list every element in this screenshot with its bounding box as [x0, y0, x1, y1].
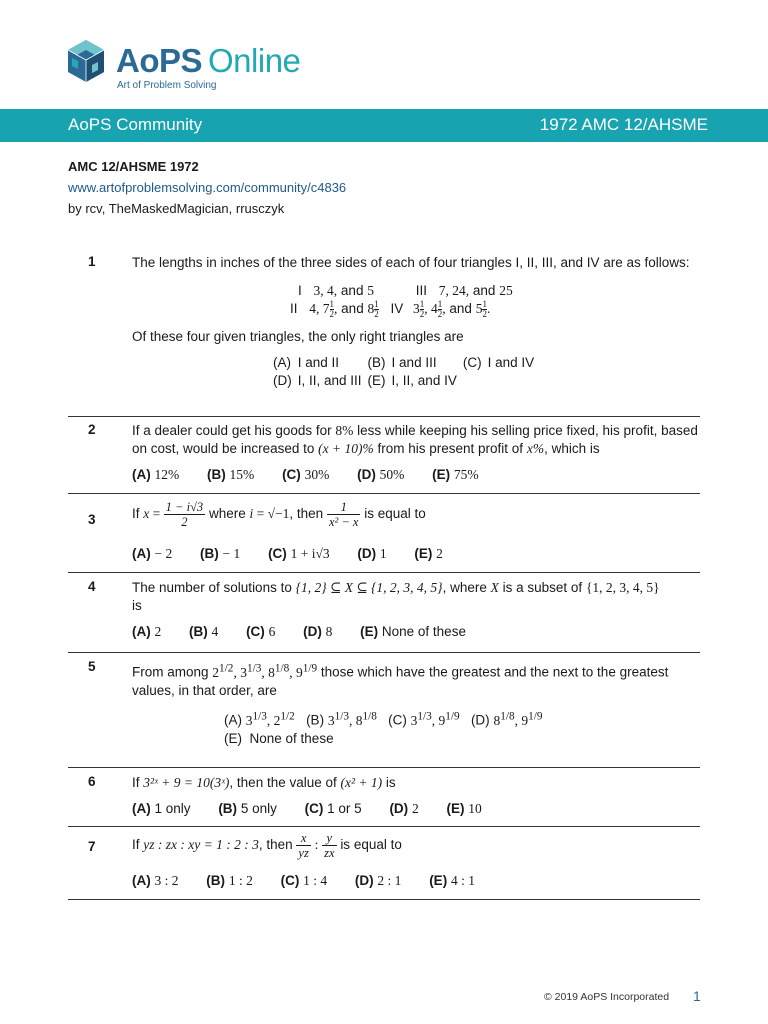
choice-d[interactable]: I, II, and III [297, 372, 362, 388]
choices [132, 800, 702, 818]
choice-e[interactable]: (E) 75% [432, 467, 479, 482]
tri-label-iv: IV [390, 301, 404, 316]
tri-iii-last: 25 [499, 283, 513, 298]
choice-d[interactable]: (D) 2 : 1 [354, 873, 402, 888]
choices [132, 872, 702, 890]
choice-b[interactable]: (B) 5 only [218, 801, 277, 816]
triangle-table [290, 282, 558, 320]
problem-number: 2 [88, 422, 96, 437]
divider [68, 652, 700, 653]
choice-b[interactable]: (B) − 1 [200, 546, 241, 561]
aops-cube-icon [66, 38, 106, 84]
tri-label-i: I [298, 283, 302, 298]
choice-d[interactable]: (D) 2 [389, 801, 419, 816]
aops-logo [66, 38, 316, 94]
problem-number: 4 [88, 579, 96, 594]
choice-d[interactable]: (D) $8^{1/8}$, $9^{1/9}$ [470, 710, 543, 728]
choice-d[interactable]: (D) 8 [303, 624, 333, 639]
tri-iii-values: 7, 24, [438, 283, 470, 298]
problem-number: 6 [88, 774, 96, 789]
and-word: and [449, 301, 472, 316]
divider [68, 416, 700, 417]
choice-e[interactable]: (E) 4 : 1 [429, 873, 475, 888]
and-word: and [340, 283, 364, 298]
choice-a-label: (A) [273, 354, 291, 370]
problem-text: If a dealer could get his goods for 8% less while keeping his selling price fixed, his profit, based on cost, would be increased to (x + 10)% from his present profit of x%, which is [132, 423, 698, 456]
choice-c[interactable]: (C) 6 [246, 624, 276, 639]
divider [68, 493, 700, 494]
problem-text: The number of solutions to {1, 2} ⊆ X ⊆ {1, 2, 3, 4, 5}, where X is a subset of {1, 2, 3, 4, 5} is [132, 580, 660, 613]
choice-a[interactable]: (A) 1 only [132, 801, 191, 816]
choice-a[interactable]: (A) 3 : 2 [132, 873, 179, 888]
choice-a[interactable]: (A) − 2 [132, 546, 173, 561]
choice-b[interactable]: (B) 15% [207, 467, 255, 482]
contest-title: AMC 12/AHSME 1972 [68, 159, 199, 174]
divider [68, 826, 700, 827]
problem-text: If yz : zx : xy = 1 : 2 : 3, then $\frac{x}{yz}$ : $\frac{y}{zx}$ is equal to [132, 831, 402, 860]
problem-text: The lengths in inches of the three sides of each of four triangles I, II, III, and IV are as follows: [132, 255, 690, 270]
and-word: and [472, 283, 496, 298]
tri-i-values: 3, 4, [313, 283, 338, 298]
choices [132, 466, 702, 484]
problem-number: 5 [88, 659, 96, 674]
divider [68, 767, 700, 768]
problem-text-2: Of these four given triangles, the only right triangles are [132, 329, 464, 344]
header-contest-title: 1972 AMC 12/AHSME [539, 115, 708, 134]
choices [132, 623, 702, 641]
choice-d-label: (D) [273, 372, 292, 388]
authors: by rcv, TheMaskedMagician, rrusczyk [68, 201, 285, 216]
choice-c-label: (C) [462, 354, 482, 370]
choice-e[interactable]: (E) 2 [414, 546, 443, 561]
choices [132, 545, 702, 563]
choice-e[interactable]: I, II, and IV [391, 372, 457, 388]
choice-d[interactable]: (D) 50% [357, 467, 405, 482]
choice-a[interactable]: (A) $3^{1/3}$, $2^{1/2}$ [224, 710, 295, 728]
choice-c[interactable]: (C) 30% [282, 467, 330, 482]
tri-i-last: 5 [367, 283, 374, 298]
choice-a[interactable]: (A) 12% [132, 467, 180, 482]
choice-e[interactable]: (E) 10 [446, 801, 482, 816]
problem-text: From among $2^{1/2}$, $3^{1/3}$, $8^{1/8}$, $9^{1/9}$ those which have the greatest and the next to the greatest values, in that order, are [132, 662, 669, 698]
tri-label-ii: II [290, 301, 298, 316]
divider [68, 899, 700, 900]
header-bar [0, 109, 768, 142]
brand-name: AoPS Online [116, 42, 301, 79]
choice-b[interactable]: (B) $3^{1/3}$, $8^{1/8}$ [306, 710, 377, 728]
choice-c[interactable]: (C) 1 + i√3 [268, 546, 330, 561]
choice-b[interactable]: (B) 4 [189, 624, 219, 639]
choices [273, 353, 540, 389]
problem-text: If x = $\frac{1 - i√3}{2}$ where i = √−1, then $\frac{1}{\text{x² − x}}$ is equal to [132, 500, 426, 529]
choice-d[interactable]: (D) 1 [357, 546, 387, 561]
divider [68, 572, 700, 573]
tri-row-2: II 4, 7 1 2, and 8 1 2 IV 3 1 2, 4 1 2, and 5 1 2. [290, 299, 491, 320]
problem-text: If 3²ˣ + 9 = 10(3ˣ), then the value of (x² + 1) is [132, 775, 396, 790]
choice-e[interactable]: (E) None of these [360, 624, 466, 639]
community-url-link[interactable]: www.artofproblemsolving.com/community/c4836 [68, 180, 347, 195]
problem-number: 1 [88, 254, 96, 269]
header-community-link[interactable]: AoPS Community [68, 115, 203, 134]
choice-e-label: (E) [367, 372, 386, 388]
tri-label-iii: III [415, 283, 427, 298]
problem-number: 7 [88, 839, 96, 854]
contest-meta [68, 156, 346, 219]
choice-e[interactable]: (E) None of these [224, 730, 334, 746]
choices [224, 707, 542, 748]
problem-number: 3 [88, 512, 96, 527]
choice-a[interactable]: (A) 2 [132, 624, 162, 639]
choice-c[interactable]: (C) $3^{1/3}$, $9^{1/9}$ [388, 710, 460, 728]
choice-c[interactable]: (C) 1 : 4 [280, 873, 328, 888]
choice-b[interactable]: (B) 1 : 2 [206, 873, 253, 888]
brand-tagline: Art of Problem Solving [117, 80, 217, 91]
footer-copyright: © 2019 AoPS Incorporated [544, 991, 670, 1003]
choice-b-label: (B) [367, 354, 386, 370]
choice-c[interactable]: I and IV [487, 354, 535, 370]
choice-c[interactable]: (C) 1 or 5 [304, 801, 362, 816]
and-word: and [341, 301, 364, 316]
choice-a[interactable]: I and II [297, 354, 340, 370]
page-number: 1 [693, 988, 701, 1004]
choice-b[interactable]: I and III [391, 354, 437, 370]
